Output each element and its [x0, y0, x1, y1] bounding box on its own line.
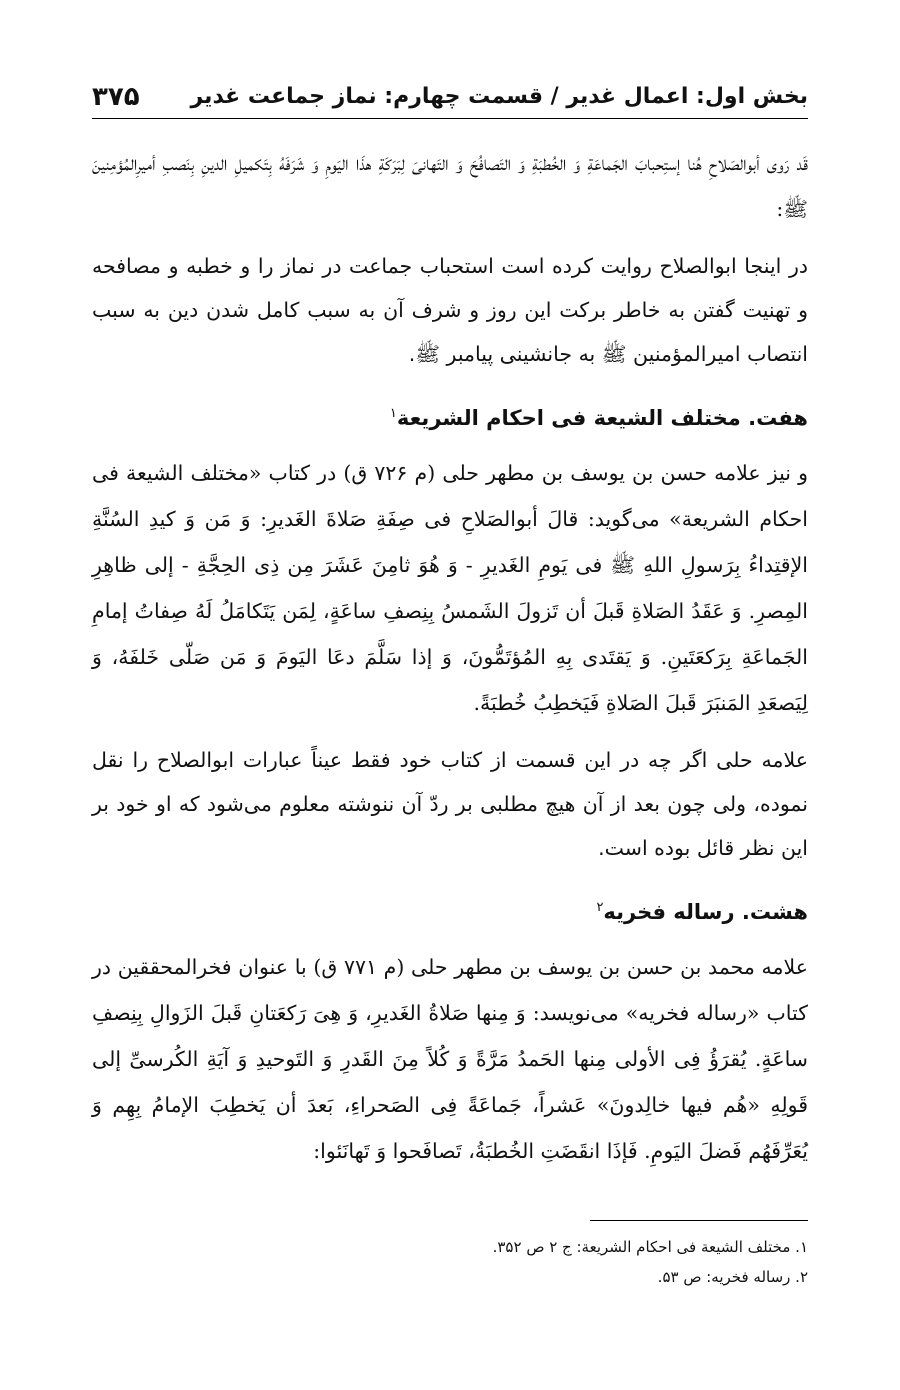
- page-number: ۳۷۵: [92, 82, 140, 112]
- running-title: بخش اول: اعمال غدیر / قسمت چهارم: نماز جماعت غدیر: [190, 84, 808, 109]
- page-header: [92, 72, 808, 112]
- section-7-commentary: علامه حلی اگر چه در این قسمت از کتاب خود فقط عیناً عبارات ابوالصلاح را نقل نموده، ولی چون بعد از آن هیچ مطلبی بر ردّ آن ننوشته معلوم می‌شود که او خود بر این نظر قائل بوده است.: [92, 748, 808, 860]
- section-7-paragraph: [92, 450, 808, 726]
- arabic-quote-paragraph: قَد رَوی أبوالصَلاحِ هُنا إستِحبابَ الجَماعَةِ وَ الخُطبَةِ وَ التَصافُحَ وَ التَهانیَ لِبَرَکَةِ هذَا الیَومِ وَ شَرَفَهُ بِتَکمیلِ الدینِ بِنَصبِ أمیرِالمُؤمِنینَ ﷺ:: [92, 151, 808, 221]
- section-8-arabic-quote: وَ مِنها صَلاةُ الغَدیرِ، وَ هِیَ رَکعَتانِ قَبلَ الزَوالِ بِنِصفِ ساعَةٍ. یُقرَؤُ فِی الأولی مِنها الحَمدُ مَرَّةً وَ کُلاً مِنَ القَدرِ وَ التَوحیدِ وَ آیَةِ الکُرسیِّ إلی قَولِهِ «هُم فیها خالِدونَ» عَشراً، جَماعَةً فِی الصَحراءِ، بَعدَ أن یَخطِبَ الإمامُ بِهِم وَ یُعَرِّفَهُم فَضلَ الیَومِ. فَإذَا انقَضَتِ الخُطبَةُ، تَصافَحوا وَ تَهانَئوا:: [92, 1001, 808, 1163]
- section-heading-8-text: هشت. رساله فخریه: [603, 900, 808, 924]
- footnotes: [92, 1232, 808, 1292]
- section-heading-7-text: هفت. مختلف الشیعة فی احکام الشریعة: [396, 406, 808, 430]
- section-8-persian-intro: علامه محمد بن حسن بن یوسف بن مطهر حلی (م ۷۷۱ ق) با عنوان فخرالمحققین در کتاب «رساله فخریه» می‌نویسد:: [92, 955, 808, 1025]
- footnote-reference-1: ۱: [389, 406, 397, 421]
- section-heading-8: [92, 888, 808, 932]
- persian-translation-paragraph: در اینجا ابوالصلاح روایت کرده است استحباب جماعت در نماز را و خطبه و مصافحه و تهنیت گفتن به خاطر برکت این روز و شرف آن به سبب کامل شدن دین به سبب انتصاب امیرالمؤمنین ﷺ به جانشینی پیامبر ﷺ.: [92, 254, 808, 366]
- footnote-1: ۱. مختلف الشیعة فی احکام الشریعة: ج ۲ ص ۳۵۲.: [492, 1238, 808, 1256]
- footnote-2: ۲. رساله فخریه: ص ۵۳.: [657, 1268, 808, 1286]
- footnote-reference-2: ۲: [596, 900, 604, 915]
- section-7-arabic-quote: قالَ أبوالصَلاحِ فی صِفَةِ صَلاةَ الغَدیرِ: وَ مَن وَ کیدِ السُنَّةِ الإقتِداءُ بِرَسولِ اللهِ ﷺ فی یَومِ الغَدیرِ - وَ هُوَ ثامِنَ عَشَرَ مِن ذِی الحِجَّةِ - إلی ظاهِرِ المِصرِ. وَ عَقَدُ الصَلاةِ قَبلَ أن تَزولَ الشَمسُ بِنِصفِ ساعَةٍ، لِمَن یَتَکامَلُ لَهُ صِفاتُ إمامِ الجَماعَةِ بِرَکعَتَینِ. وَ یَقتَدی بِهِ المُؤتَمُّونَ، وَ إذا سَلَّمَ دعَا الیَومَ وَ مَن صَلّی خَلفَهُ، وَ لِیَصعَدِ المَنبَرَ قَبلَ الصَلاةِ فَیَخطِبُ خُطبَةً.: [92, 507, 808, 715]
- footnote-divider: [590, 1220, 808, 1221]
- section-7-persian-intro: و نیز علامه حسن بن یوسف بن مطهر حلی (م ۷۲۶ ق) در کتاب «مختلف الشیعة فی احکام الشریعة» می‌گوید:: [92, 461, 808, 531]
- section-heading-7: [92, 394, 808, 438]
- header-divider: [92, 118, 808, 119]
- page-body: [92, 140, 808, 1174]
- section-8-paragraph: [92, 944, 808, 1174]
